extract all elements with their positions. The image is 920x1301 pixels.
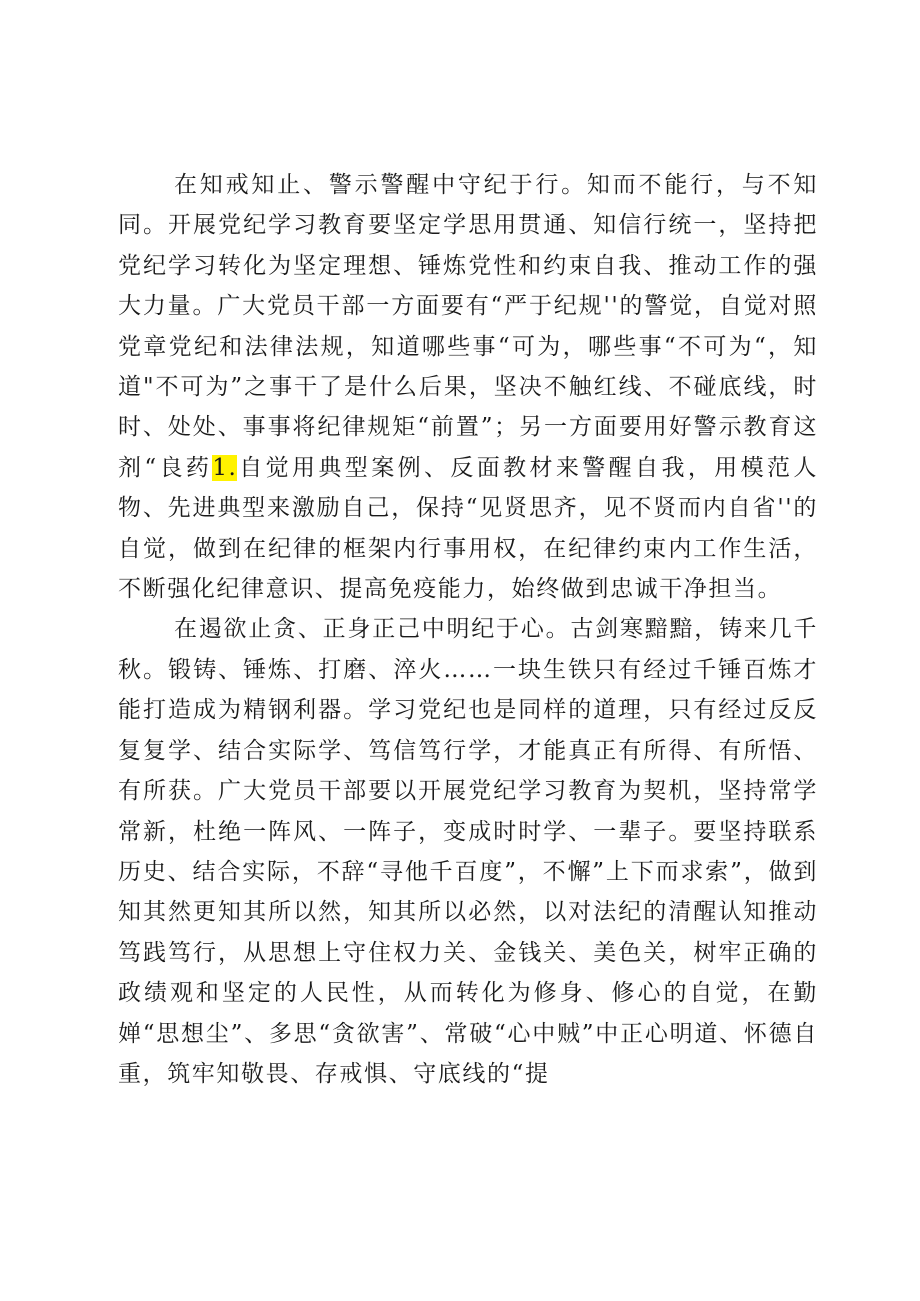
paragraph-2-text: 在遏欲止贪、正身正己中明纪于心。古剑寒黯黯，铸来几千秋。锻铸、锤炼、打磨、淬火……一块生铁只有经过千锤百炼才能打造成为精钢利器。学习党纪也是同样的道理，只有经过反反复复学、结合实际学、笃信笃行学，才能真正有所得、有所悟、有所获。广大党员干部要以开展党纪学习教育为契机，坚持常学常新，杜绝一阵风、一阵子，变成时时学、一辈子。要坚持联系历史、结合实际，不辞“寻他千百度”，不懈”上下而求索”，做到知其然更知其所以然，知其所以必然，以对法纪的清醒认知推动笃践笃行，从思想上守住权力关、金钱关、美色关，树牢正确的政绩观和坚定的人民性，从而转化为修身、修心的自觉，在勤婵“思想尘”、多思“贪欲害”、常破“心中贼”中正心明道、怀德自重，筑牢知敬畏、存戒惧、守底线的“提 [118, 616, 818, 1087]
paragraph-1-text-continued: 自觉用典型案例、反面教材来警醒自我，用模范人物、先进典型来激励自己，保持“见贤思齐，见不贤而内自省''的自觉，做到在纪律的框架内行事用权，在纪律约束内工作生活，不断强化纪律意识、提高免疫能力，始终做到忠诚干净担当。 [118, 454, 818, 603]
paragraph-1 [118, 165, 818, 609]
paragraph-1-text: 在知戒知止、警示警醒中守纪于行。知而不能行，与不知同。开展党纪学习教育要坚定学思用贯通、知信行统一，坚持把党纪学习转化为坚定理想、锤炼党性和约束自我、推动工作的强大力量。广大党员干部一方面要有“严于纪规''的警觉，自觉对照党章党纪和法律法规，知道哪些事“可为，哪些事“不可为“，知道"不可为”之事干了是什么后果，坚决不触红线、不碰底线，时时、处处、事事将纪律规矩“前置”；另一方面要用好警示教育这剂“良药 [118, 172, 818, 481]
paragraph-2 [118, 609, 818, 1094]
highlighted-marker: 1. [212, 454, 238, 481]
document-body [118, 165, 818, 1094]
